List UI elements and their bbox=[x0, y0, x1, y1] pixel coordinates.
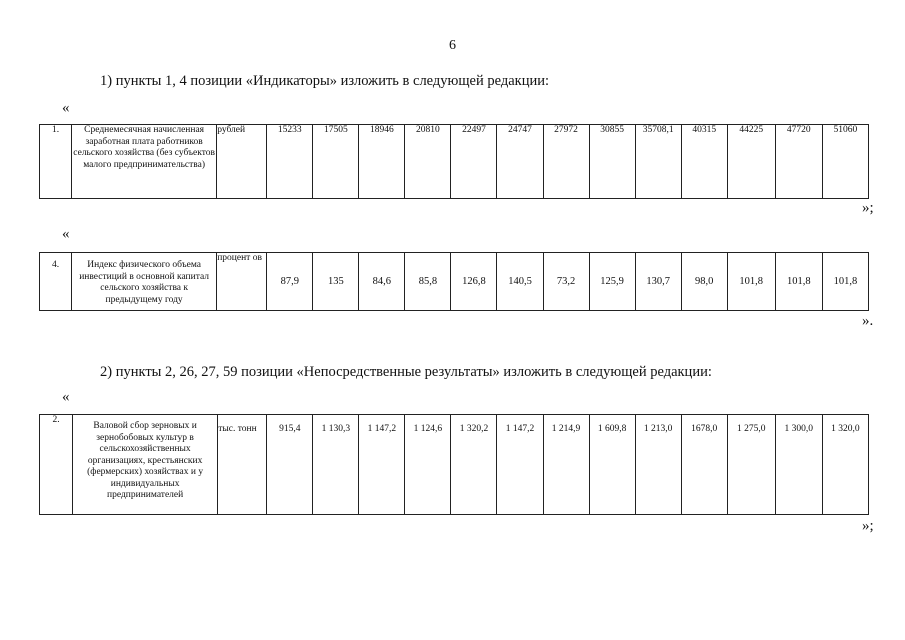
value-cell: 101,8 bbox=[727, 253, 775, 311]
value-cell: 140,5 bbox=[497, 253, 543, 311]
value-cell: 85,8 bbox=[405, 253, 451, 311]
section2-heading: 2) пункты 2, 26, 27, 59 позиции «Непосредственные результаты» изложить в следующей редакции: bbox=[100, 364, 712, 380]
value-cell: 20810 bbox=[405, 125, 451, 199]
value-cell: 1 300,0 bbox=[775, 415, 822, 515]
value-cell: 135 bbox=[313, 253, 359, 311]
value-cell: 1 275,0 bbox=[727, 415, 775, 515]
result-table bbox=[39, 414, 869, 515]
value-cell: 22497 bbox=[451, 125, 497, 199]
value-cell: 130,7 bbox=[635, 253, 681, 311]
row-number: 2. bbox=[40, 415, 73, 515]
value-cell: 47720 bbox=[775, 125, 822, 199]
result-name: Валовой сбор зерновых и зернобобовых культур в сельскохозяйственных организациях, крестьянских (фермерских) хозяйствах и у индивидуальных предпринимателей bbox=[73, 415, 218, 515]
value-cell: 126,8 bbox=[451, 253, 497, 311]
value-cell: 98,0 bbox=[681, 253, 727, 311]
value-cell: 40315 bbox=[681, 125, 727, 199]
section1-heading: 1) пункты 1, 4 позиции «Индикаторы» изложить в следующей редакции: bbox=[100, 73, 550, 89]
indicator-name: Индекс физического объема инвестиций в основной капитал сельского хозяйства к предыдущему году bbox=[72, 253, 217, 311]
value-cell: 18946 bbox=[359, 125, 405, 199]
value-cell: 1 214,9 bbox=[543, 415, 589, 515]
unit-cell: рублей bbox=[217, 125, 267, 199]
row-number: 1. bbox=[40, 125, 72, 199]
value-cell: 1 147,2 bbox=[359, 415, 405, 515]
value-cell: 1 124,6 bbox=[405, 415, 451, 515]
value-cell: 1678,0 bbox=[681, 415, 727, 515]
value-cell: 24747 bbox=[497, 125, 543, 199]
indicator-table-2 bbox=[39, 252, 869, 311]
unit-cell: тыс. тонн bbox=[218, 415, 267, 515]
value-cell: 915,4 bbox=[267, 415, 313, 515]
value-cell: 101,8 bbox=[775, 253, 822, 311]
close-quote-semicolon: »; bbox=[862, 518, 874, 534]
page-number: 6 bbox=[449, 38, 456, 53]
unit-cell: процент ов bbox=[217, 253, 267, 311]
value-cell: 44225 bbox=[727, 125, 775, 199]
value-cell: 1 147,2 bbox=[497, 415, 543, 515]
close-quote-period: ». bbox=[862, 313, 874, 329]
value-cell: 1 320,2 bbox=[451, 415, 497, 515]
value-cell: 15233 bbox=[267, 125, 313, 199]
table-row bbox=[40, 125, 869, 199]
value-cell: 51060 bbox=[822, 125, 868, 199]
value-cell: 27972 bbox=[543, 125, 589, 199]
value-cell: 1 213,0 bbox=[635, 415, 681, 515]
table-row bbox=[40, 415, 869, 515]
value-cell: 87,9 bbox=[267, 253, 313, 311]
open-quote: « bbox=[62, 226, 70, 242]
indicator-table-1 bbox=[39, 124, 869, 199]
value-cell: 17505 bbox=[313, 125, 359, 199]
value-cell: 1 320,0 bbox=[822, 415, 868, 515]
value-cell: 35708,1 bbox=[635, 125, 681, 199]
value-cell: 1 609,8 bbox=[589, 415, 635, 515]
open-quote: « bbox=[62, 389, 70, 405]
value-cell: 30855 bbox=[589, 125, 635, 199]
value-cell: 73,2 bbox=[543, 253, 589, 311]
close-quote-semicolon: »; bbox=[862, 200, 874, 216]
value-cell: 1 130,3 bbox=[313, 415, 359, 515]
value-cell: 101,8 bbox=[822, 253, 868, 311]
indicator-name: Среднемесячная начисленная заработная плата работников сельского хозяйства (без субъектов малого предпринимательства) bbox=[72, 125, 217, 199]
open-quote: « bbox=[62, 100, 70, 116]
table-row bbox=[40, 253, 869, 311]
value-cell: 84,6 bbox=[359, 253, 405, 311]
row-number: 4. bbox=[40, 253, 72, 311]
value-cell: 125,9 bbox=[589, 253, 635, 311]
